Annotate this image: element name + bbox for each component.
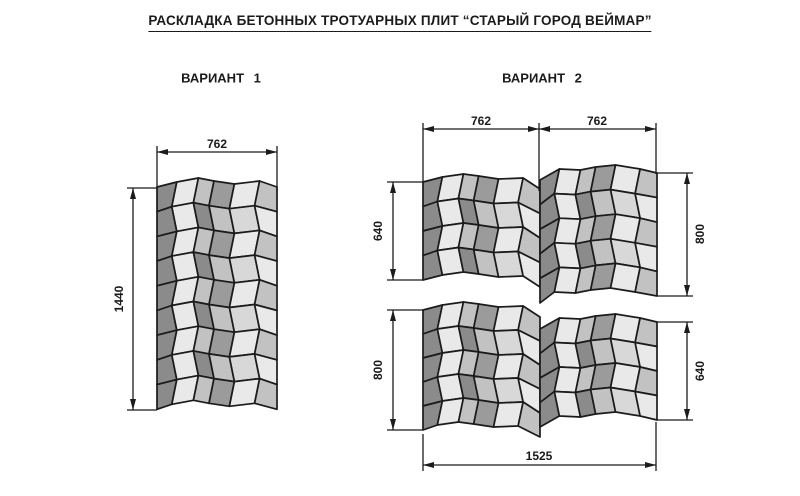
dim-label-v2-height-top-left: 640 — [371, 220, 385, 242]
variant2-label: ВАРИАНТ 2 — [502, 70, 582, 86]
dim-label-v1-width: 762 — [206, 137, 228, 151]
variant2-top-right-fan — [540, 165, 657, 303]
dim-label-v2-width-right: 762 — [586, 114, 608, 128]
paving-tile — [635, 318, 657, 347]
page-title: РАСКЛАДКА БЕТОННЫХ ТРОТУАРНЫХ ПЛИТ “СТАРЫЙ ГОРОД ВЕЙМАР” — [148, 13, 651, 32]
dim-label-v2-width-left: 762 — [470, 114, 492, 128]
dim-label-v2-width-total: 1525 — [525, 449, 553, 463]
dim-label-v2-height-bottom-right: 640 — [693, 360, 707, 382]
paving-tile — [635, 367, 657, 396]
paving-tile — [635, 218, 657, 247]
dim-label-v2-height-top-right: 800 — [693, 223, 707, 245]
paving-tile — [255, 379, 277, 410]
dim-label-v1-height: 1440 — [112, 285, 126, 313]
paving-tile — [635, 169, 657, 198]
paving-tile — [635, 267, 657, 296]
variant1-label: ВАРИАНТ 1 — [181, 70, 261, 86]
dim-label-v2-height-bottom-left: 800 — [371, 359, 385, 381]
variant2-bottom-left-fan — [423, 302, 540, 437]
variant2-bottom-right-fan — [540, 314, 657, 427]
variant1-fan — [157, 178, 277, 409]
variant2-top-left-fan — [423, 174, 540, 287]
